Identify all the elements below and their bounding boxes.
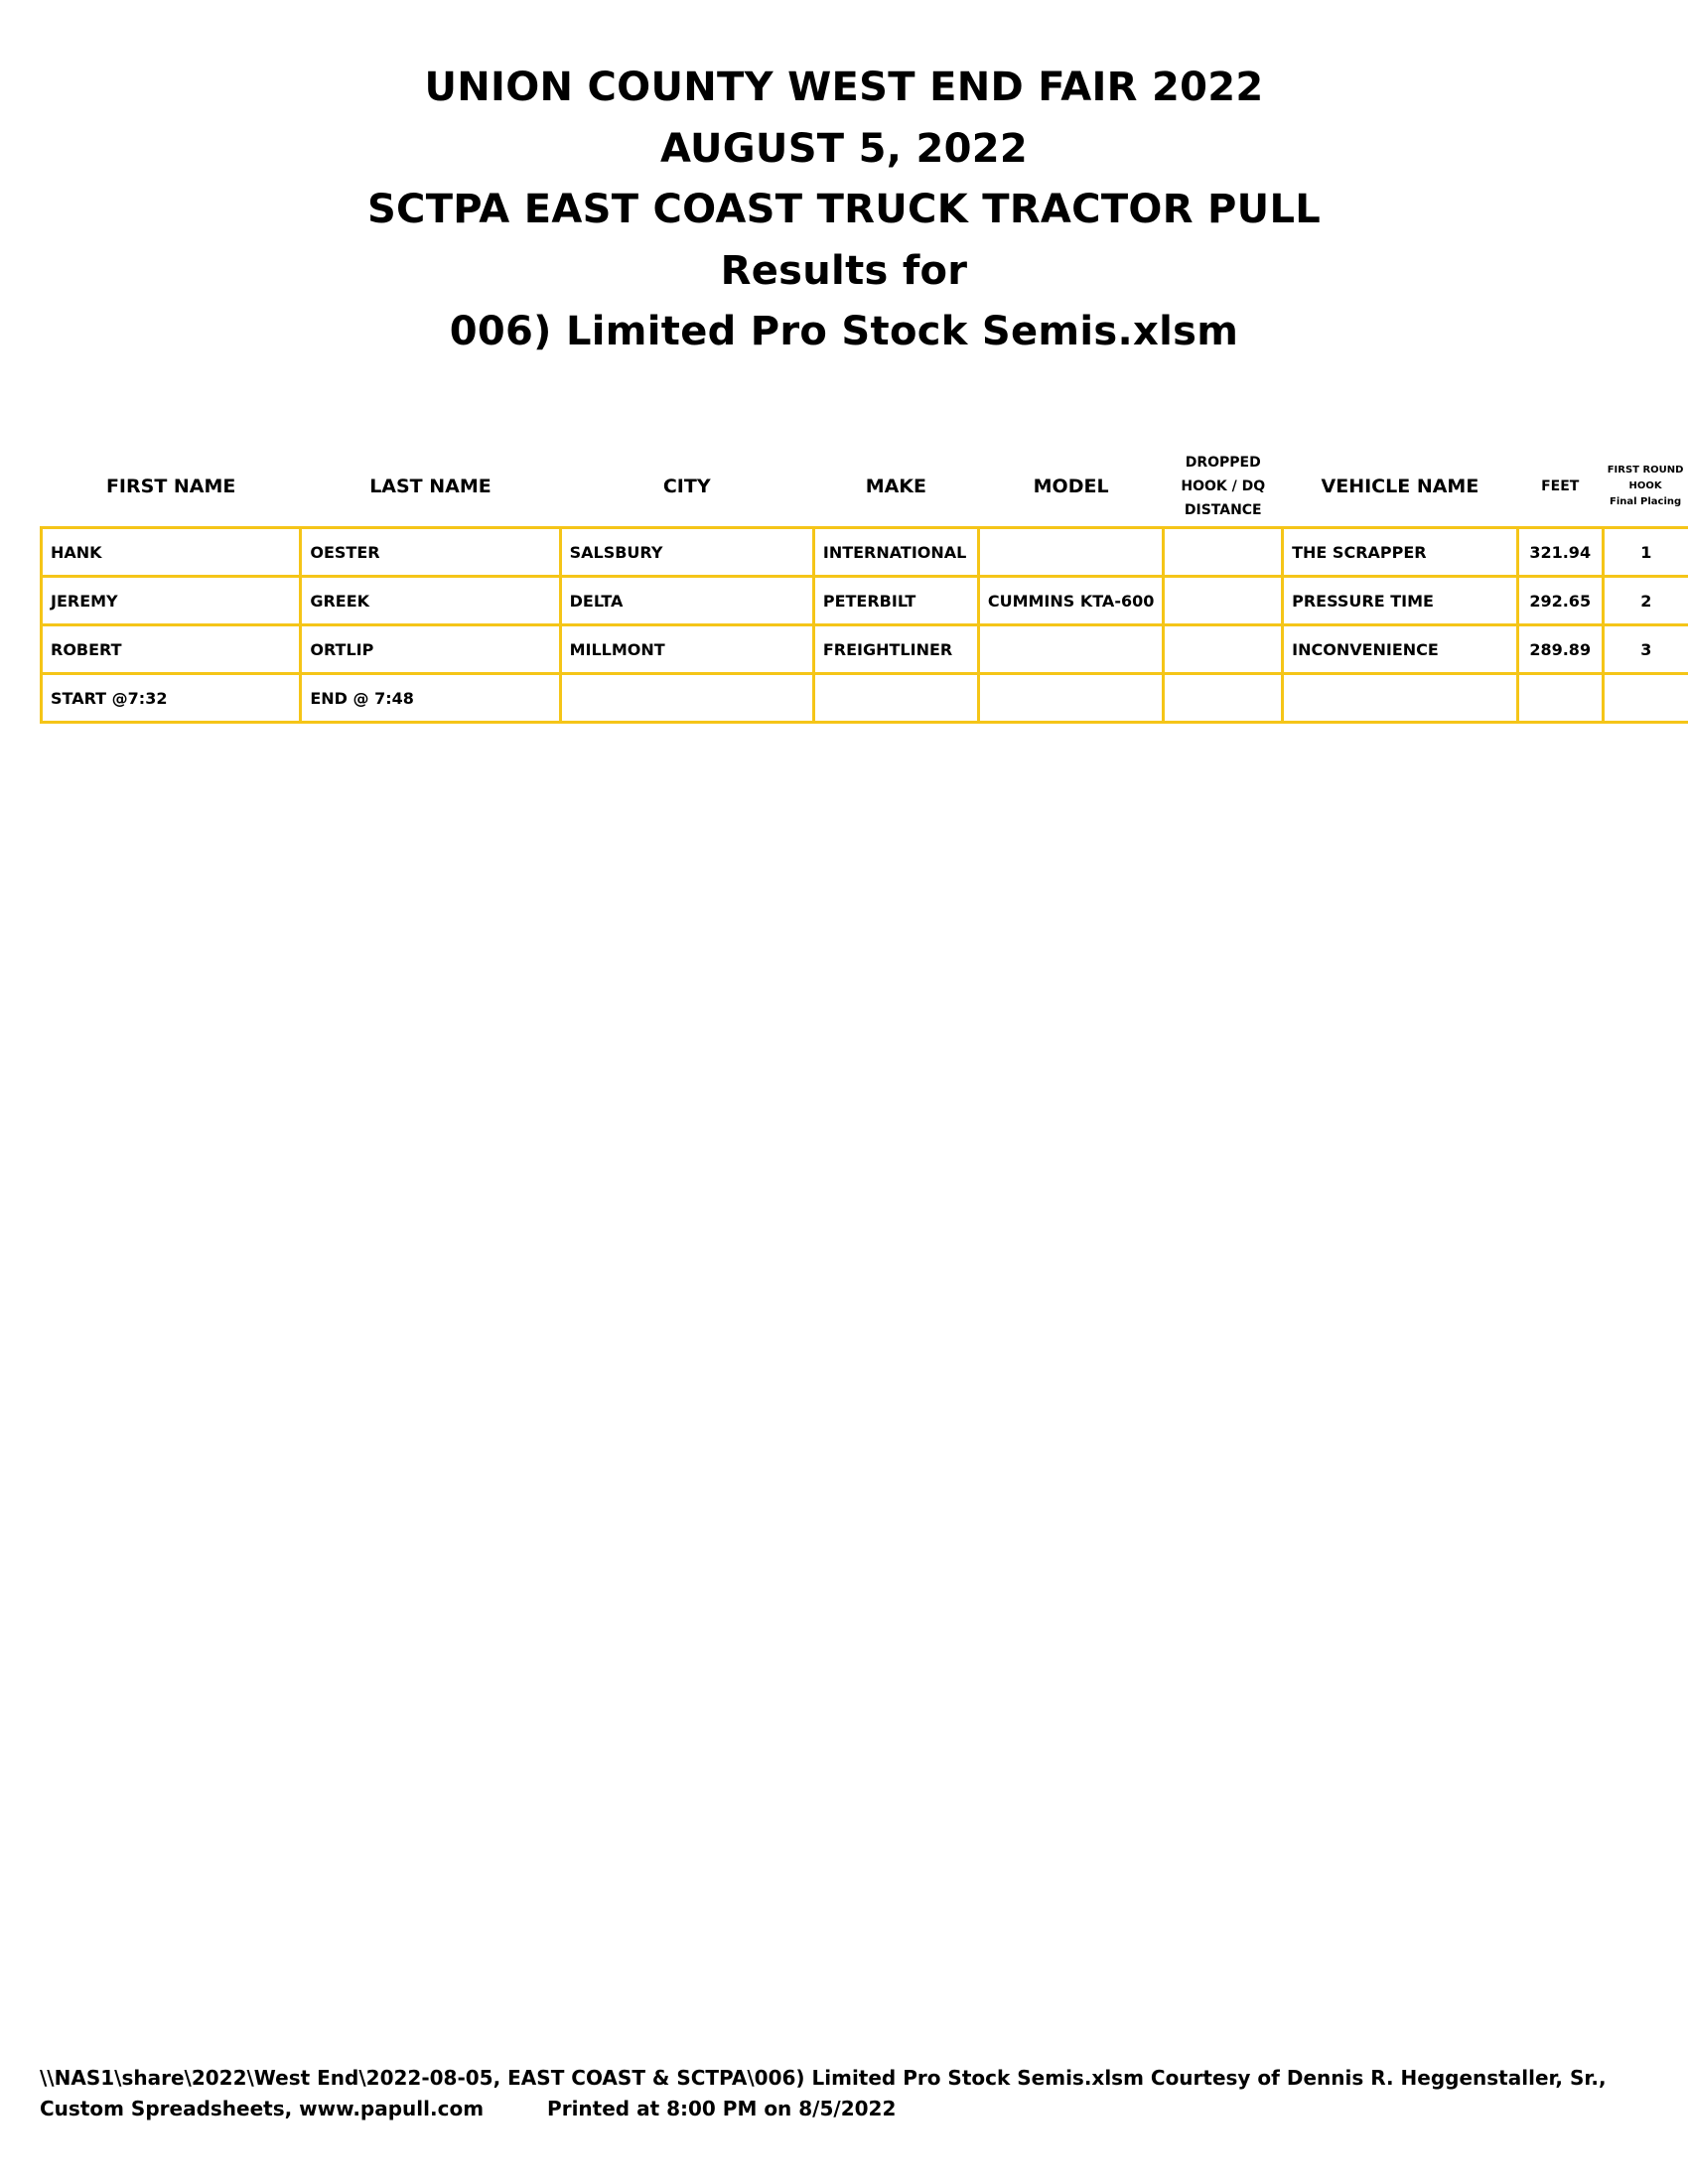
cell-make	[813, 674, 978, 723]
cell-city	[560, 674, 813, 723]
table-row	[42, 528, 1688, 577]
column-header-vehicle-name: VEHICLE NAME	[1321, 476, 1479, 497]
cell-feet: 289.89	[1517, 625, 1603, 674]
column-header-first-name: FIRST NAME	[105, 476, 236, 497]
column-header-dropped-hook	[1164, 447, 1283, 528]
cell-model: CUMMINS KTA-600	[978, 577, 1164, 625]
column-header-final-placing	[1603, 447, 1688, 528]
cell-first-name: JEREMY	[42, 577, 301, 625]
cell-make: FREIGHTLINER	[813, 625, 978, 674]
cell-first-name: HANK	[42, 528, 301, 577]
table-row	[42, 625, 1688, 674]
cell-model	[978, 625, 1164, 674]
dropped-header-line-1: DROPPED	[1185, 455, 1261, 471]
cell-vehicle-name: PRESSURE TIME	[1283, 577, 1518, 625]
column-header-last-name: LAST NAME	[369, 476, 492, 497]
footer-printed-at: Printed at 8:00 PM on 8/5/2022	[547, 2097, 897, 2120]
cell-make: INTERNATIONAL	[813, 528, 978, 577]
cell-model	[978, 674, 1164, 723]
cell-feet: 292.65	[1517, 577, 1603, 625]
cell-feet	[1517, 674, 1603, 723]
event-name: SCTPA EAST COAST TRUCK TRACTOR PULL	[366, 187, 1322, 232]
cell-last-name: ORTLIP	[301, 625, 560, 674]
table-row	[42, 577, 1688, 625]
results-table	[40, 447, 1688, 724]
table-row-times	[42, 674, 1688, 723]
placing-header-line-3: Final Placing	[1609, 496, 1682, 507]
cell-city: SALSBURY	[560, 528, 813, 577]
cell-dropped	[1164, 577, 1283, 625]
dropped-header-line-3: DISTANCE	[1184, 502, 1262, 518]
cell-placing	[1603, 674, 1688, 723]
cell-last-name: OESTER	[301, 528, 560, 577]
column-header-feet: FEET	[1541, 478, 1580, 494]
column-header-model: MODEL	[1033, 476, 1109, 497]
footer-credits-line	[40, 2094, 1668, 2124]
cell-first-name: ROBERT	[42, 625, 301, 674]
cell-dropped	[1164, 674, 1283, 723]
cell-make: PETERBILT	[813, 577, 978, 625]
column-header-make: MAKE	[865, 476, 927, 497]
cell-dropped	[1164, 528, 1283, 577]
cell-city: DELTA	[560, 577, 813, 625]
results-for-label: Results for	[720, 247, 968, 294]
cell-end-time: END @ 7:48	[301, 674, 560, 723]
cell-vehicle-name: INCONVENIENCE	[1283, 625, 1518, 674]
cell-placing: 1	[1603, 528, 1688, 577]
report-title-block	[0, 58, 1688, 363]
column-header-city: CITY	[662, 476, 711, 497]
footer-credits: Custom Spreadsheets, www.papull.com	[40, 2097, 485, 2120]
cell-start-time: START @7:32	[42, 674, 301, 723]
table-header-row	[42, 447, 1688, 528]
cell-vehicle-name: THE SCRAPPER	[1283, 528, 1518, 577]
cell-feet: 321.94	[1517, 528, 1603, 577]
event-date: AUGUST 5, 2022	[659, 125, 1029, 172]
cell-vehicle-name	[1283, 674, 1518, 723]
cell-placing: 2	[1603, 577, 1688, 625]
cell-last-name: GREEK	[301, 577, 560, 625]
cell-placing: 3	[1603, 625, 1688, 674]
class-file-name: 006) Limited Pro Stock Semis.xlsm	[449, 309, 1239, 354]
placing-header-line-1: FIRST ROUND	[1607, 465, 1684, 476]
footer-file-path: \\NAS1\share\2022\West End\2022-08-05, EAST COAST & SCTPA\006) Limited Pro Stock Semis.xlsm Courtesy of Dennis R. Heggenstaller, Sr.,	[40, 2066, 1607, 2090]
cell-city: MILLMONT	[560, 625, 813, 674]
placing-header-line-2: HOOK	[1628, 480, 1662, 491]
cell-model	[978, 528, 1164, 577]
dropped-header-line-2: HOOK / DQ	[1181, 478, 1266, 494]
page-footer	[40, 2063, 1668, 2124]
cell-dropped	[1164, 625, 1283, 674]
fair-title: UNION COUNTY WEST END FAIR 2022	[424, 65, 1264, 110]
